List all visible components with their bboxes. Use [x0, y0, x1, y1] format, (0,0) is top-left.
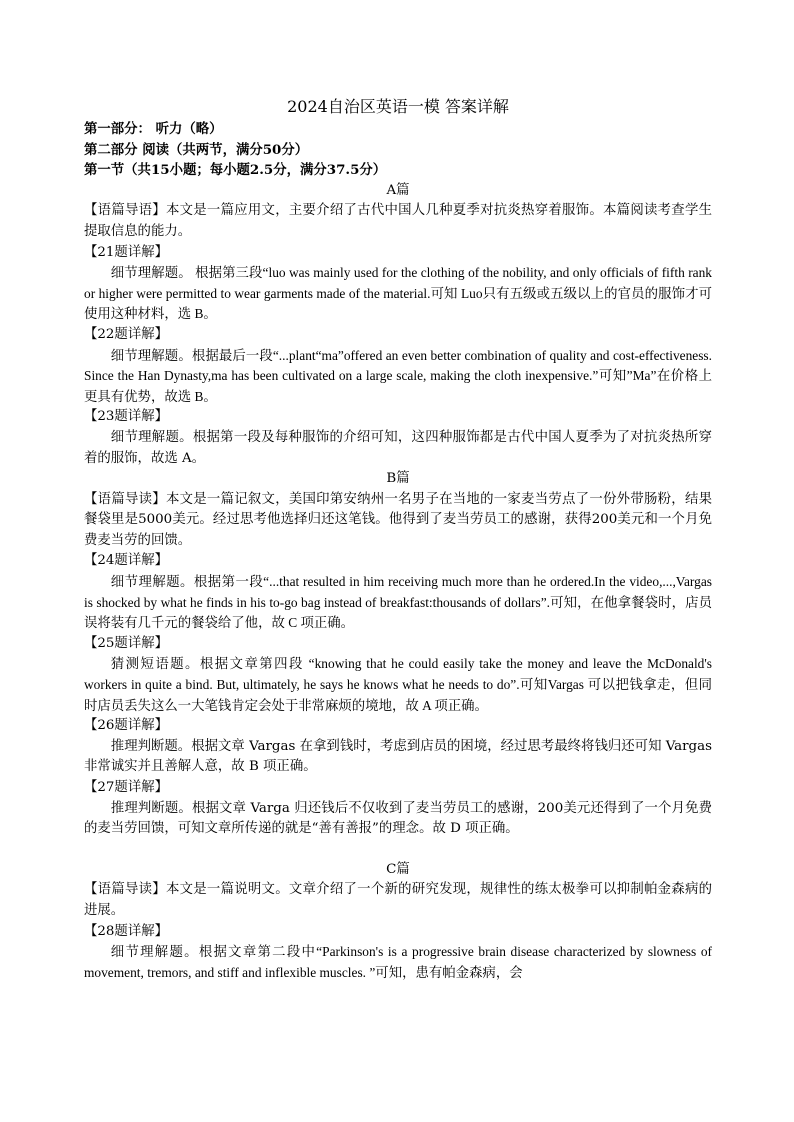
- part2-heading: 第二部分 阅读（共两节，满分50分）: [84, 141, 309, 158]
- q24-title: 【24题详解】: [84, 553, 168, 569]
- passage-a-guide: 【语篇导语】本文是一篇应用文，主要介绍了古代中国人几种夏季对抗炎热穿着服饰。本篇阅读考查学生提取信息的能力。: [84, 203, 712, 239]
- passage-a-label: A篇: [386, 182, 410, 198]
- part1-heading: 第一部分： 听力（略）: [84, 121, 223, 137]
- section-spacer: [84, 840, 712, 860]
- q27-body: 推理判断题。根据文章 Varga 归还钱后不仅收到了麦当劳员工的感谢，200美元还得到了一个月免费的麦当劳回馈，可知文章所传递的就是“善有善报”的理念。故 D 项正确。: [84, 800, 712, 837]
- q27-title: 【27题详解】: [84, 780, 168, 795]
- q23-title: 【23题详解】: [84, 409, 168, 425]
- q22-title: 【22题详解】: [84, 326, 168, 342]
- q24-body: 细节理解题。根据第一段“...that resulted in him receiving much more than he ordered.In the video,...,Vargas is shocked by what he finds in his to-go bag instead of breakfast:thousands of dollars”.可知，在他拿餐袋时，店员误将装有几千元的餐袋给了他，故 C 项正确。: [84, 574, 712, 631]
- passage-b-guide: 【语篇导读】本文是一篇记叙文，美国印第安纳州一名男子在当地的一家麦当劳点了一份外带肠粉，结果餐袋里是5000美元。经过思考他选择归还这笔钱。他得到了麦当劳员工的感谢，获得200美元和一个月免费麦当劳的回馈。: [84, 491, 712, 548]
- q28-body: 细节理解题。根据文章第二段中“Parkinson's is a progressive brain disease characterized by slowness of movement, tremors, and stiff and inflexible muscles. ”可知，患有帕金森病，会: [84, 944, 712, 980]
- section1-heading: 第一节（共15小题；每小题2.5分，满分37.5分）: [84, 162, 387, 179]
- document-title: 2024自治区英语一模 答案详解: [287, 97, 509, 116]
- q23-body: 细节理解题。根据第一段及每种服饰的介绍可知，这四种服饰都是古代中国人夏季为了对抗炎热所穿着的服饰，故选 A。: [84, 429, 712, 466]
- passage-b-label: B篇: [386, 471, 410, 487]
- passage-c-guide: 【语篇导读】本文是一篇说明文。文章介绍了一个新的研究发现，规律性的练太极拳可以抑制帕金森病的进展。: [84, 882, 712, 918]
- q25-title: 【25题详解】: [84, 635, 168, 651]
- q21-body: 细节理解题。 根据第三段“luo was mainly used for the clothing of the nobility, and only officials of fifth rank or higher were permitted to wear garments made of the material.可知 Luo只有五级或五级以上的官员的服饰才可使用这种材料，选 B。: [84, 265, 712, 322]
- q28-title: 【28题详解】: [84, 923, 168, 939]
- answer-document: [84, 96, 712, 983]
- q21-title: 【21题详解】: [84, 244, 168, 260]
- passage-c-label: C篇: [386, 861, 410, 877]
- q26-title: 【26题详解】: [84, 718, 168, 734]
- q25-body: 猜测短语题。根据文章第四段 “knowing that he could easily take the money and leave the McDonald's workers in quite a bind. But, ultimately, he says he knows what he needs to do”.可知Vargas 可以把钱拿走，但同时店员丢失这么一大笔钱肯定会处于非常麻烦的境地，故 A 项正确。: [84, 656, 712, 713]
- q26-body: 推理判断题。根据文章 Vargas 在拿到钱时，考虑到店员的困境，经过思考最终将钱归还可知 Vargas 非常诚实并且善解人意，故 B 项正确。: [84, 738, 712, 775]
- q22-body: 细节理解题。根据最后一段“...plant“ma”offered an even better combination of quality and cost-effectiveness. Since the Han Dynasty,ma has been cultivated on a large scale, making the cloth inexpensive.”可知”Ma”在价格上更具有优势，故选 B。: [84, 347, 712, 404]
